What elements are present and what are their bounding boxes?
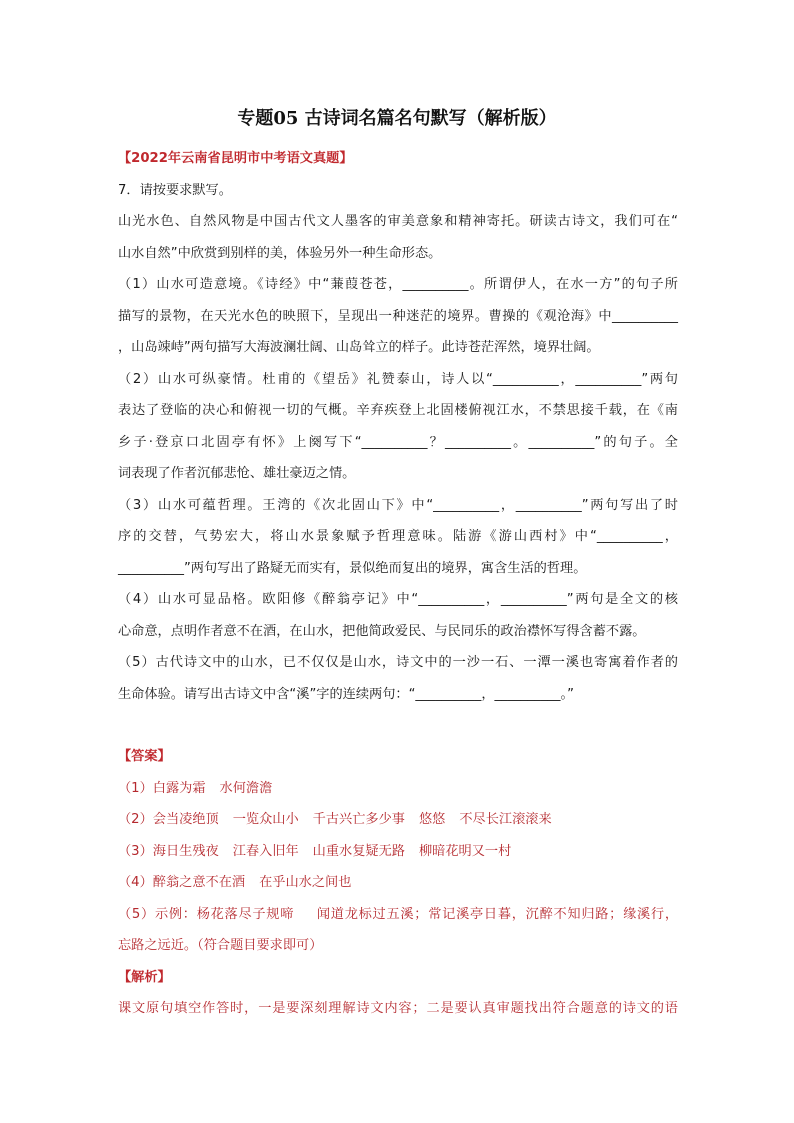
- item4-line: （4）山水可显品格。欧阳修《醉翁亭记》中“__________，__________”两句是全文的核: [118, 592, 678, 607]
- answer-item-1: [118, 773, 678, 805]
- item1-line: （1）山水可造意境。《诗经》中“蒹葭苍苍，__________。所谓伊人，在水一方”的句子所: [118, 277, 678, 292]
- item5-line: 生命体验。请写出古诗文中含“溪”字的连续两句：“__________，__________。”: [118, 686, 574, 702]
- item2-line: 表达了登临的决心和俯视一切的气概。辛弃疾登上北固楼俯视江水，不禁思接千载，在《南: [118, 403, 678, 418]
- answer-part: 柳暗花明又一村: [418, 843, 512, 859]
- item5-line: （5）古代诗文中的山水，已不仅仅是山水，诗文中的一沙一石、一潭一溪也寄寓着作者的: [118, 655, 678, 670]
- answer-part: 悠悠: [418, 812, 446, 827]
- item3-line: （3）山水可蕴哲理。王湾的《次北固山下》中“__________，__________”两句写出了时: [118, 497, 678, 513]
- item2-line: （2）山水可纵豪情。杜甫的《望岳》礼赞泰山，诗人以“__________，__________”两句: [118, 371, 678, 387]
- answer-label: 【答案】: [118, 749, 171, 764]
- intro-line: 山光水色、自然风物是中国古代文人墨客的审美意象和精神寄托。研读古诗文，我们可在“: [118, 214, 678, 229]
- answer-part: 一览众山小: [232, 812, 299, 827]
- answer-part: 示例：杨花落尽子规啼: [154, 906, 295, 922]
- answer-part: 水何澹澹: [219, 780, 273, 796]
- answer-part: 醉翁之意不在酒: [152, 875, 246, 890]
- question-content: [118, 143, 678, 1025]
- answer-part: 闻道龙标过五溪；常记溪亭日暮，沉醉不知归路；缘溪行，: [316, 906, 679, 922]
- answer-part: 千古兴亡多少事: [312, 812, 405, 827]
- intro-line: 山水自然”中欣赏到别样的美，体验另外一种生命形态。: [118, 245, 442, 261]
- answer-part: 在乎山水之间也: [259, 875, 352, 890]
- answer-item-3: [118, 836, 678, 868]
- item3-line: __________”两句写出了路疑无而实有，景似绝而复出的境界，寓含生活的哲理。: [118, 560, 587, 576]
- answer-part: 白露为霜: [152, 780, 206, 796]
- answer-part: 不尽长江滚滚来: [459, 812, 552, 827]
- answer-part: 山重水复疑无路: [312, 843, 405, 859]
- analysis-text: 课文原句填空作答时，一是要深刻理解诗文内容；二是要认真审题找出符合题意的诗文的语: [118, 1001, 678, 1016]
- answer-item-2: [118, 804, 678, 836]
- item1-line: 描写的景物，在天光水色的映照下，呈现出一种迷茫的境界。曹操的《观沧海》中__________: [118, 308, 678, 324]
- item2-line: 乡子·登京口北固亭有怀》上阕写下“__________？__________。__________”的句子。全: [118, 434, 678, 450]
- answer-part: 海日生残夜: [152, 843, 219, 859]
- item4-line: 心命意，点明作者意不在酒，在山水，把他简政爱民、与民同乐的政治襟怀写得含蓄不露。: [118, 623, 646, 639]
- item3-line: 序的交替，气势宏大，将山水景象赋予哲理意味。陆游《游山西村》中“__________，: [118, 529, 678, 544]
- answer-number: （2）: [118, 812, 153, 827]
- item1-line: ，山岛竦峙”两句描写大海波澜壮阔、山岛耸立的样子。此诗苍茫浑然，境界壮阔。: [118, 340, 600, 355]
- answer-part: 会当凌绝顶: [152, 812, 219, 827]
- answer-number: （5）: [118, 906, 155, 922]
- answer-item-5: [118, 899, 678, 931]
- question-number: 7．请按要求默写。: [118, 182, 232, 198]
- answer-number: （1）: [118, 780, 153, 796]
- exam-source-heading: 【2022年云南省昆明市中考语文真题】: [118, 151, 353, 166]
- analysis-label: 【解析】: [118, 969, 171, 985]
- answer-number: （3）: [118, 843, 153, 859]
- item2-line: 词表现了作者沉郁悲怆、雄壮豪迈之情。: [118, 466, 356, 481]
- answer-item-4: [118, 867, 678, 899]
- page-title: 专题05 古诗词名篇名句默写（解析版）: [237, 108, 557, 129]
- answer-item-5-cont: 忘路之远近。（符合题目要求即可）: [118, 938, 323, 953]
- answer-number: （4）: [118, 875, 153, 890]
- answer-part: 江春入旧年: [232, 843, 299, 859]
